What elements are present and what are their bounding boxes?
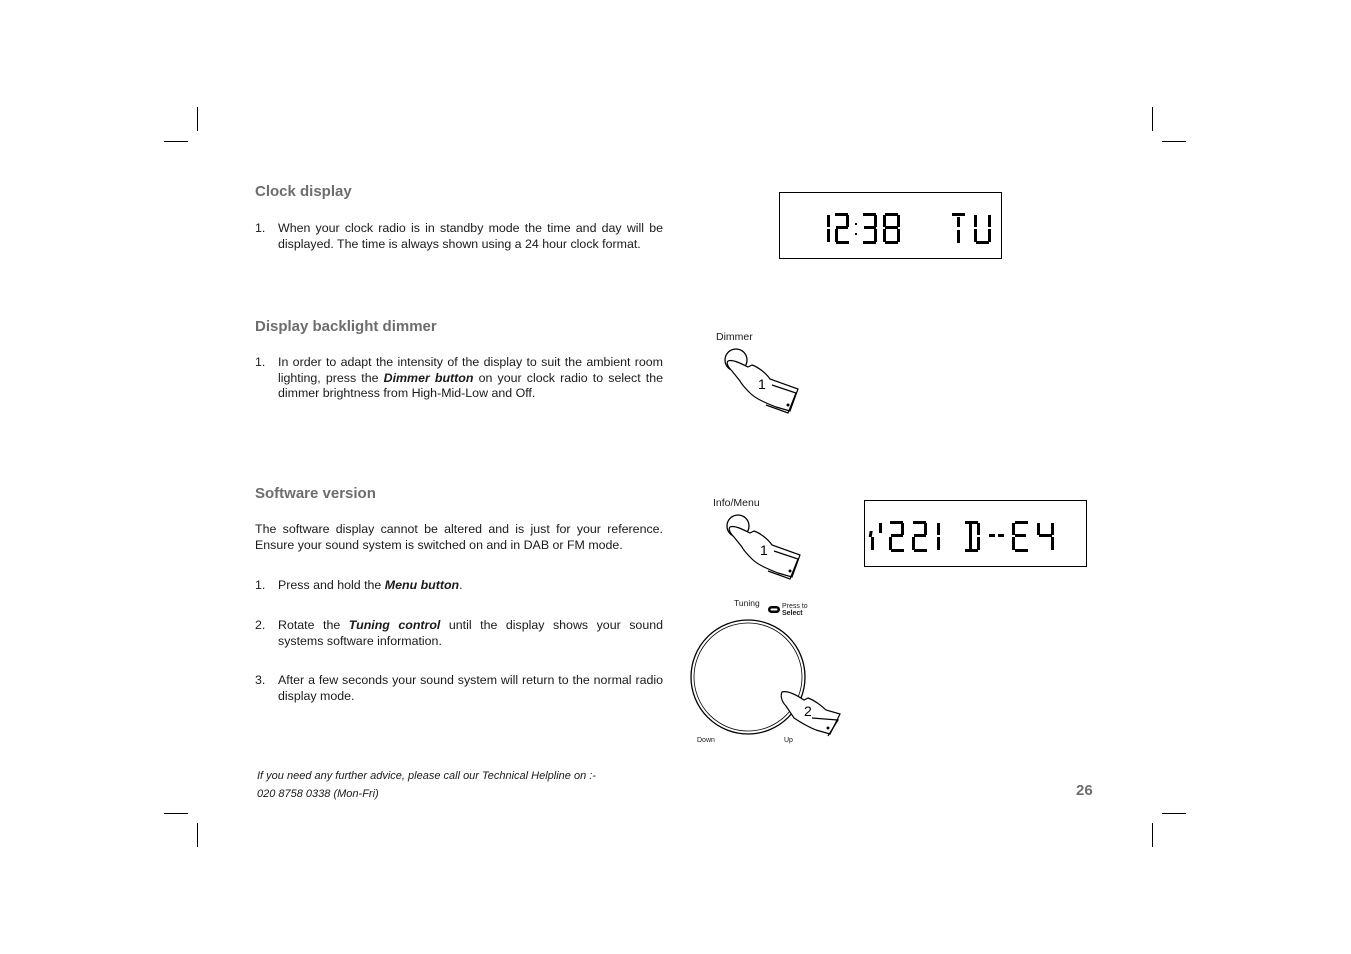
crop-mark (197, 107, 198, 131)
press-to-label: Press to (782, 603, 808, 610)
press-to-select-icon (767, 605, 781, 614)
helpline-phone: 020 8758 0338 (Mon-Fri) (257, 788, 379, 800)
lcd-version-digits (865, 501, 1085, 565)
software-step-1 (255, 578, 663, 594)
step-number: 2. (255, 618, 266, 632)
step-number-label: 1 (760, 542, 768, 558)
crop-mark (197, 823, 198, 847)
software-intro: The software display cannot be altered and is just for your reference. Ensure your sound system is switched on and in DAB or FM mode. (255, 522, 663, 552)
step-text: When your clock radio is in standby mode the time and day will be displayed. The time is always shown using a 24 hour clock format. (278, 221, 663, 251)
clock-step-1 (255, 221, 663, 253)
crop-mark (1162, 141, 1186, 142)
software-lcd-display (864, 500, 1087, 567)
dimmer-step-1 (255, 355, 663, 403)
tuning-label: Tuning (734, 598, 760, 608)
clock-lcd-display (779, 192, 1002, 259)
helpline-line-1: If you need any further advice, please call our Technical Helpline on :- (257, 770, 596, 782)
step-number-label: 2 (804, 703, 812, 719)
info-menu-button-label: Info/Menu (713, 497, 760, 509)
lcd-clock-digits (780, 193, 1000, 257)
section-title-software-version: Software version (255, 485, 376, 502)
down-label: Down (697, 737, 715, 744)
software-step-2 (255, 618, 663, 650)
step-number: 1. (255, 355, 266, 369)
crop-mark (164, 141, 188, 142)
select-label: Select (782, 610, 803, 617)
section-title-backlight-dimmer: Display backlight dimmer (255, 318, 437, 335)
step-number: 1. (255, 221, 266, 235)
info-menu-press-illustration (720, 511, 810, 583)
software-step-3 (255, 673, 663, 705)
dimmer-press-illustration (718, 345, 808, 417)
tuning-knob-icon (691, 620, 805, 734)
crop-mark (1152, 823, 1153, 847)
step-text: Press and hold the Menu button. (278, 578, 463, 592)
helpline-text (257, 767, 596, 803)
dimmer-button-label: Dimmer (716, 331, 753, 343)
crop-mark (1152, 107, 1153, 131)
up-label: Up (784, 737, 793, 744)
tuning-knob-illustration (688, 614, 848, 739)
step-text: After a few seconds your sound system will return to the normal radio display mode. (278, 673, 663, 703)
step-number-label: 1 (758, 376, 766, 392)
step-text: In order to adapt the intensity of the display to suit the ambient room lighting, press the Dimmer button on your clock radio to select the dimmer brightness from High-Mid-Low and Off. (278, 355, 663, 400)
crop-mark (1162, 813, 1186, 814)
step-number: 1. (255, 578, 266, 592)
section-title-clock-display: Clock display (255, 183, 352, 200)
step-number: 3. (255, 673, 266, 687)
crop-mark (164, 813, 188, 814)
step-text: Rotate the Tuning control until the display shows your sound systems software information. (278, 618, 663, 648)
page-number: 26 (1076, 782, 1093, 799)
